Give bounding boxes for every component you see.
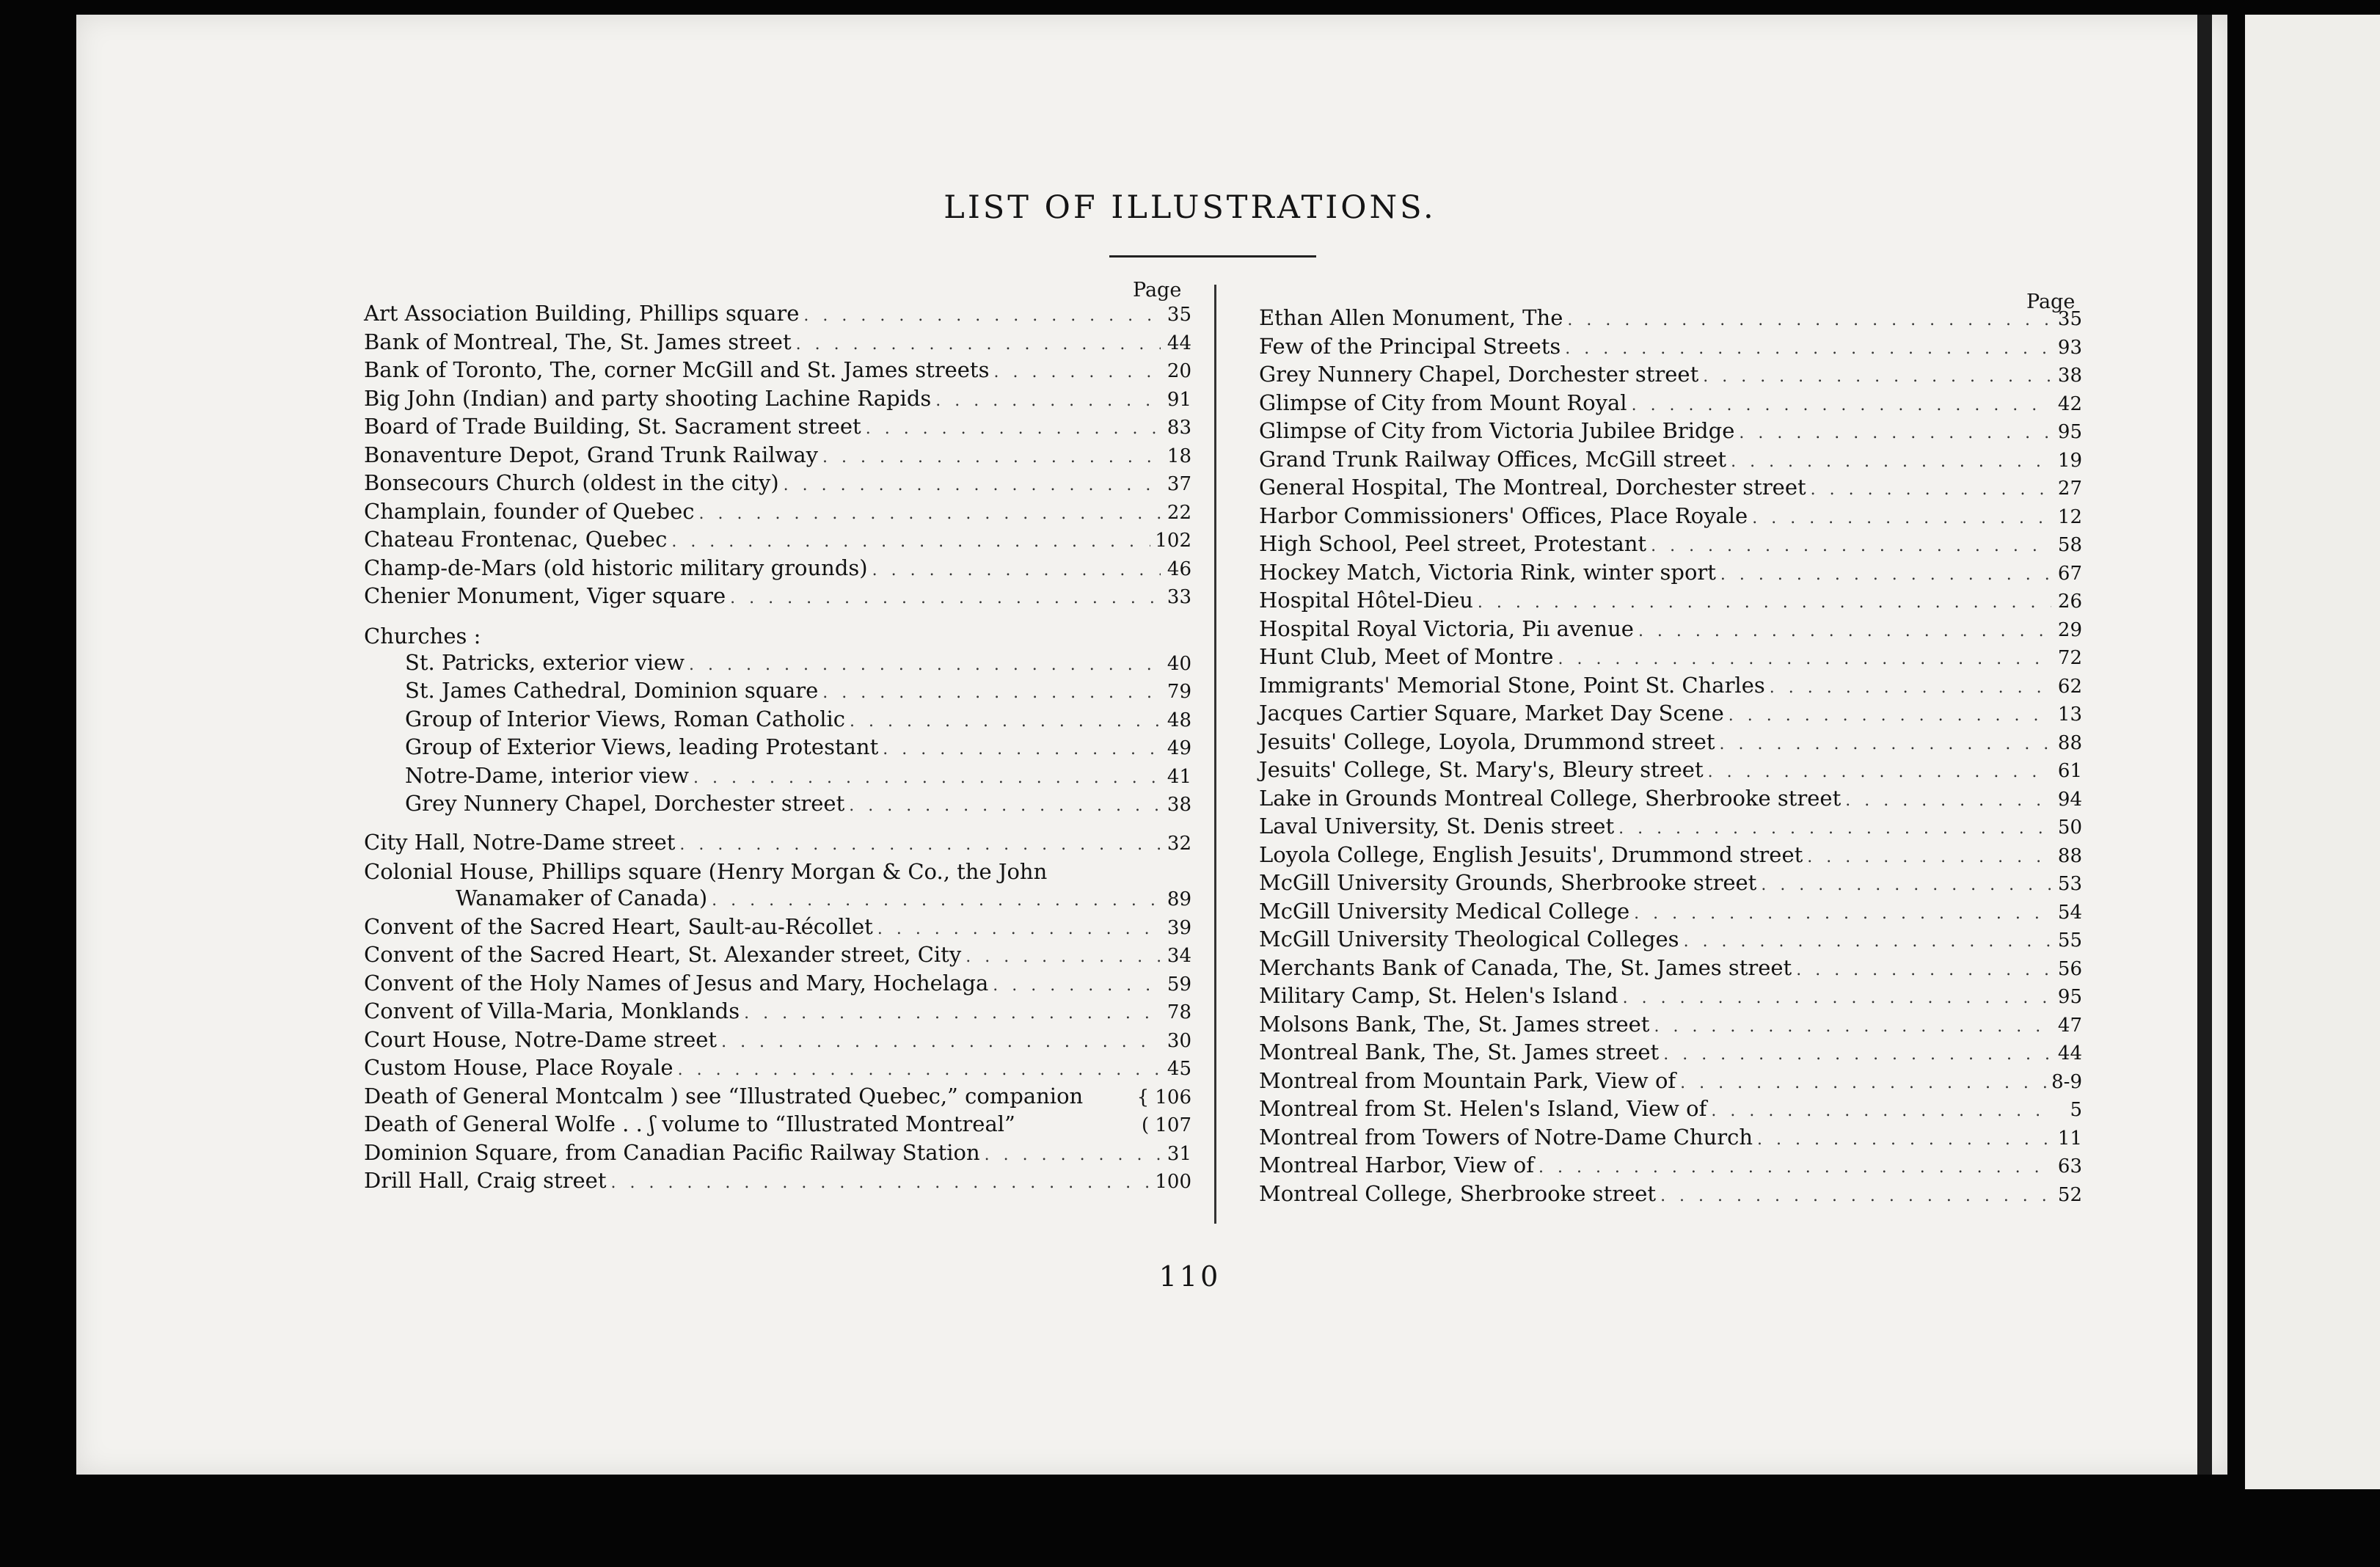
entry-page: 35 bbox=[2057, 308, 2082, 330]
leader-dots bbox=[1720, 735, 2051, 753]
index-entry bbox=[1259, 870, 2082, 899]
entry-page: 22 bbox=[1167, 501, 1191, 524]
entry-page: 46 bbox=[1167, 558, 1191, 580]
entry-label: Chenier Monument, Viger square bbox=[364, 583, 726, 608]
churches-heading: Churches : bbox=[364, 623, 481, 649]
entry-page: 45 bbox=[1167, 1058, 1191, 1080]
entry-label: Chateau Frontenac, Quebec bbox=[364, 527, 668, 552]
leader-dots bbox=[678, 1061, 1161, 1079]
entry-label: Montreal from Towers of Notre-Dame Church bbox=[1259, 1124, 1753, 1150]
leader-dots bbox=[1752, 509, 2051, 527]
leader-dots bbox=[1729, 706, 2051, 725]
entry-page: 26 bbox=[2057, 591, 2082, 613]
leader-dots bbox=[1811, 481, 2051, 499]
leader-dots bbox=[671, 533, 1150, 551]
entry-label: Grand Trunk Railway Offices, McGill street bbox=[1259, 446, 1727, 472]
index-entry bbox=[1259, 1125, 2082, 1153]
entry-label: Bonsecours Church (oldest in the city) bbox=[364, 470, 779, 495]
entry-label: Hunt Club, Meet of Montre bbox=[1259, 644, 1554, 669]
leader-dots bbox=[1651, 537, 2051, 555]
leader-dots bbox=[1711, 1102, 2051, 1120]
index-entry bbox=[1259, 503, 2082, 532]
entry-label: Wanamaker of Canada) bbox=[456, 885, 708, 910]
entry-label: Montreal Bank, The, St. James street bbox=[1259, 1040, 1660, 1064]
entry-page: 39 bbox=[1167, 916, 1191, 939]
leader-dots bbox=[1680, 1074, 2047, 1092]
leader-dots bbox=[866, 420, 1161, 438]
entry-page: 95 bbox=[2057, 421, 2082, 443]
entry-label: Group of Interior Views, Roman Catholic bbox=[405, 706, 846, 731]
entry-page: 37 bbox=[1167, 473, 1191, 495]
index-entry bbox=[1259, 1181, 2082, 1210]
index-entry bbox=[364, 1140, 1191, 1169]
entry-label: Custom House, Place Royale bbox=[364, 1055, 674, 1080]
leader-dots bbox=[1558, 650, 2051, 668]
index-entry bbox=[1259, 475, 2082, 503]
index-entry bbox=[364, 499, 1191, 527]
index-entry bbox=[364, 442, 1191, 471]
index-entry bbox=[1259, 305, 2082, 334]
entry-label: Board of Trade Building, St. Sacrament street bbox=[364, 414, 861, 439]
index-entry bbox=[364, 678, 1191, 706]
entry-page: 5 bbox=[2070, 1099, 2082, 1121]
index-entry bbox=[1259, 983, 2082, 1012]
leader-dots bbox=[1720, 566, 2051, 584]
leader-dots bbox=[1565, 340, 2051, 358]
leader-dots bbox=[965, 948, 1161, 966]
entry-label: Convent of Villa-Maria, Monklands bbox=[364, 998, 740, 1023]
leader-dots bbox=[822, 684, 1161, 702]
entry-label: Loyola College, English Jesuits', Drummond street bbox=[1259, 841, 1803, 867]
index-entry bbox=[1259, 786, 2082, 814]
entry-page: 20 bbox=[1167, 360, 1191, 382]
leader-dots bbox=[1739, 424, 2051, 442]
entry-label: Montreal Harbor, View of bbox=[1259, 1153, 1534, 1177]
index-entry bbox=[1259, 1012, 2082, 1040]
entry-label: Military Camp, St. Helen's Island bbox=[1259, 983, 1618, 1008]
entry-label: Death of General Montcalm ) see “Illustrated Quebec,” companion bbox=[364, 1083, 1084, 1108]
leader-dots bbox=[1618, 819, 2051, 838]
entry-page: 18 bbox=[1167, 445, 1191, 467]
leader-dots bbox=[1538, 1158, 2051, 1177]
index-entry bbox=[1259, 447, 2082, 475]
entry-page: 52 bbox=[2057, 1183, 2082, 1206]
entry-label: Drill Hall, Craig street bbox=[364, 1168, 607, 1193]
entry-label: City Hall, Notre-Dame street bbox=[364, 829, 676, 855]
index-entry bbox=[1259, 560, 2082, 588]
entry-page: 94 bbox=[2057, 788, 2082, 811]
title-rule bbox=[1109, 255, 1316, 257]
entry-label: Dominion Square, from Canadian Pacific Railway Station bbox=[364, 1139, 980, 1165]
index-entry bbox=[364, 555, 1191, 584]
entry-label: General Hospital, The Montreal, Dorchester street bbox=[1259, 475, 1806, 500]
leader-dots bbox=[689, 656, 1161, 674]
entry-label: Harbor Commissioners' Offices, Place Royale bbox=[1259, 503, 1748, 528]
entry-page: 31 bbox=[1167, 1142, 1191, 1165]
entry-label: McGill University Theological Colleges bbox=[1259, 927, 1679, 951]
entry-page: 13 bbox=[2057, 704, 2082, 726]
index-entry bbox=[364, 301, 1191, 329]
index-entry bbox=[364, 414, 1191, 442]
index-entry bbox=[1259, 955, 2082, 984]
entry-label: Bonaventure Depot, Grand Trunk Railway bbox=[364, 442, 819, 467]
leader-dots bbox=[721, 1033, 1161, 1051]
leader-dots bbox=[1638, 622, 2051, 640]
entry-label: Convent of the Sacred Heart, St. Alexander street, City bbox=[364, 942, 962, 967]
leader-dots bbox=[1660, 1187, 2051, 1205]
leader-dots bbox=[1478, 593, 2051, 612]
index-entry bbox=[1259, 616, 2082, 645]
entry-label: McGill University Medical College bbox=[1259, 898, 1630, 924]
index-entry bbox=[364, 885, 1191, 914]
entry-label: St. James Cathedral, Dominion square bbox=[405, 678, 819, 703]
leader-dots bbox=[849, 797, 1161, 815]
entry-label: St. Patricks, exterior view bbox=[405, 649, 685, 675]
entry-page: 88 bbox=[2057, 731, 2082, 754]
leader-dots bbox=[784, 476, 1161, 494]
entry-page: 102 bbox=[1155, 530, 1191, 552]
left-bottom-entries bbox=[364, 914, 1191, 1084]
entry-page: 56 bbox=[2057, 957, 2082, 980]
entry-label: Immigrants' Memorial Stone, Point St. Charles bbox=[1259, 672, 1765, 698]
entry-label: Bank of Toronto, The, corner McGill and St. James streets bbox=[364, 357, 990, 382]
index-entry bbox=[364, 1084, 1191, 1112]
entry-page: 88 bbox=[2057, 844, 2082, 867]
entry-label: Merchants Bank of Canada, The, St. James street bbox=[1259, 954, 1792, 980]
entry-label: Montreal from Mountain Park, View of bbox=[1259, 1067, 1676, 1093]
index-entry bbox=[1259, 842, 2082, 871]
index-entry bbox=[1259, 1153, 2082, 1181]
entry-page: 34 bbox=[1167, 945, 1191, 967]
leader-dots bbox=[1796, 961, 2051, 979]
leader-dots bbox=[1708, 763, 2051, 781]
leader-dots bbox=[1663, 1045, 2051, 1064]
entry-label: Jacques Cartier Square, Market Day Scene bbox=[1259, 701, 1724, 726]
leader-dots bbox=[1632, 396, 2051, 414]
index-entry bbox=[364, 583, 1191, 612]
entry-page: 72 bbox=[2057, 647, 2082, 669]
entry-page: 49 bbox=[1167, 737, 1191, 759]
index-entry bbox=[364, 914, 1191, 943]
churches-entries bbox=[364, 650, 1191, 819]
index-entry bbox=[1259, 1068, 2082, 1097]
leader-dots bbox=[872, 561, 1161, 580]
left-index-column bbox=[364, 301, 1191, 1197]
entry-label: Jesuits' College, St. Mary's, Bleury street bbox=[1259, 757, 1704, 782]
page-binding-edge bbox=[2197, 15, 2212, 1475]
entry-label: Champ-de-Mars (old historic military grounds) bbox=[364, 555, 868, 580]
leader-dots bbox=[1623, 989, 2051, 1007]
leader-dots bbox=[985, 1146, 1161, 1164]
right-index-column bbox=[1259, 305, 2082, 1209]
index-entry bbox=[1259, 814, 2082, 842]
leader-dots bbox=[935, 392, 1161, 410]
entry-page: 19 bbox=[2057, 449, 2082, 472]
entry-label: Death of General Wolfe . . ʃ volume to “Illustrated Montreal” bbox=[364, 1111, 1015, 1136]
entry-page: 35 bbox=[1167, 304, 1191, 326]
leader-dots bbox=[679, 836, 1161, 854]
leader-dots bbox=[699, 505, 1161, 523]
entry-page: 53 bbox=[2057, 873, 2082, 895]
index-entry bbox=[1259, 729, 2082, 758]
entry-page: { 106 bbox=[1136, 1086, 1191, 1108]
index-entry bbox=[364, 650, 1191, 679]
column-divider bbox=[1214, 285, 1216, 1224]
entry-label: Montreal College, Sherbrooke street bbox=[1259, 1180, 1657, 1206]
leader-dots bbox=[1703, 368, 2051, 386]
entry-page: 59 bbox=[1167, 973, 1191, 996]
index-entry bbox=[1259, 531, 2082, 560]
entry-label: Jesuits' College, Loyola, Drummond street bbox=[1259, 728, 1715, 754]
entry-page: 30 bbox=[1167, 1029, 1191, 1052]
index-entry bbox=[364, 1055, 1191, 1084]
entry-page: 32 bbox=[1167, 832, 1191, 855]
entry-label: Colonial House, Phillips square (Henry Morgan & Co., the John bbox=[364, 859, 1048, 884]
index-entry bbox=[1259, 927, 2082, 955]
left-page-column-header: Page bbox=[1133, 279, 1182, 302]
index-entry bbox=[1259, 390, 2082, 419]
leader-dots bbox=[850, 712, 1161, 731]
index-entry bbox=[364, 1111, 1191, 1140]
entry-label: Notre-Dame, interior view bbox=[405, 762, 690, 788]
index-entry bbox=[364, 357, 1191, 386]
index-entry bbox=[1259, 418, 2082, 447]
entry-page: 100 bbox=[1155, 1171, 1191, 1193]
leader-dots bbox=[883, 740, 1161, 759]
index-entry bbox=[364, 734, 1191, 763]
page-number: 110 bbox=[1158, 1260, 1222, 1293]
entry-page: 42 bbox=[2057, 392, 2082, 415]
index-entry bbox=[364, 706, 1191, 735]
entry-page: 89 bbox=[1167, 888, 1191, 910]
right-page-column-header: Page bbox=[2026, 291, 2076, 313]
entry-page: ( 107 bbox=[1141, 1114, 1191, 1136]
leader-dots bbox=[1567, 311, 2051, 329]
entry-page: 38 bbox=[2057, 365, 2082, 387]
leader-dots bbox=[744, 1004, 1161, 1023]
leader-dots bbox=[993, 363, 1161, 381]
leader-dots bbox=[1757, 1130, 2051, 1149]
entry-label: Big John (Indian) and party shooting Lachine Rapids bbox=[364, 385, 932, 411]
index-entry bbox=[1259, 362, 2082, 390]
leader-dots bbox=[1731, 453, 2051, 471]
entry-page: 48 bbox=[1167, 709, 1191, 731]
entry-label: Court House, Notre-Dame street bbox=[364, 1026, 718, 1052]
entry-label: Grey Nunnery Chapel, Dorchester street bbox=[1259, 362, 1699, 387]
entry-label: Hospital Hôtel-Dieu bbox=[1259, 588, 1473, 613]
entry-label: Champlain, founder of Quebec bbox=[364, 498, 695, 524]
index-entry bbox=[1259, 673, 2082, 701]
leader-dots bbox=[822, 448, 1161, 467]
leader-dots bbox=[712, 891, 1161, 910]
entry-page: 63 bbox=[2057, 1155, 2082, 1177]
entry-label: Ethan Allen Monument, The bbox=[1259, 305, 1563, 330]
entry-page: 58 bbox=[2057, 534, 2082, 556]
right-entries bbox=[1259, 305, 2082, 1209]
entry-page: 93 bbox=[2057, 336, 2082, 359]
index-entry bbox=[364, 329, 1191, 358]
entry-page: 11 bbox=[2057, 1127, 2082, 1150]
entry-page: 67 bbox=[2057, 562, 2082, 585]
leader-dots bbox=[803, 307, 1161, 325]
leader-dots bbox=[993, 976, 1161, 995]
entry-label: Few of the Principal Streets bbox=[1259, 333, 1561, 359]
entry-label: Convent of the Sacred Heart, Sault-au-Récollet bbox=[364, 913, 873, 939]
entry-page: 47 bbox=[2057, 1014, 2082, 1037]
left-top-entries bbox=[364, 301, 1191, 612]
index-entry bbox=[1259, 757, 2082, 786]
entry-label: McGill University Grounds, Sherbrooke street bbox=[1259, 870, 1757, 895]
leader-dots bbox=[877, 920, 1161, 938]
index-entry bbox=[364, 1027, 1191, 1056]
leader-dots bbox=[611, 1174, 1151, 1192]
entry-page: 91 bbox=[1167, 388, 1191, 411]
entry-label: Group of Exterior Views, leading Protestant bbox=[405, 734, 879, 759]
entry-label: Hospital Royal Victoria, Piı avenue bbox=[1259, 616, 1634, 641]
leader-dots bbox=[1761, 876, 2051, 894]
entry-page: 8-9 bbox=[2051, 1070, 2082, 1093]
leader-dots bbox=[1770, 679, 2051, 697]
entry-page: 41 bbox=[1167, 765, 1191, 788]
entry-page: 55 bbox=[2057, 929, 2082, 951]
index-entry bbox=[1259, 644, 2082, 673]
leader-dots bbox=[1634, 905, 2051, 923]
entry-page: 50 bbox=[2057, 817, 2082, 839]
entry-page: 61 bbox=[2057, 760, 2082, 782]
entry-page: 27 bbox=[2057, 478, 2082, 500]
entry-page: 33 bbox=[1167, 586, 1191, 608]
index-entry bbox=[364, 386, 1191, 414]
entry-page: 38 bbox=[1167, 794, 1191, 816]
entry-label: Convent of the Holy Names of Jesus and Mary, Hochelaga bbox=[364, 970, 989, 996]
entry-page: 29 bbox=[2057, 618, 2082, 641]
index-entry bbox=[1259, 588, 2082, 616]
index-entry bbox=[364, 942, 1191, 971]
index-entry bbox=[364, 971, 1191, 999]
index-entry bbox=[364, 791, 1191, 819]
leader-dots bbox=[730, 589, 1161, 607]
leader-dots bbox=[796, 335, 1161, 354]
entry-page: 44 bbox=[2057, 1042, 2082, 1064]
entry-page: 83 bbox=[1167, 417, 1191, 439]
index-entry bbox=[364, 830, 1191, 858]
entry-label: Montreal from St. Helen's Island, View of bbox=[1259, 1096, 1707, 1121]
entry-page: 62 bbox=[2057, 675, 2082, 698]
index-entry bbox=[1259, 1040, 2082, 1068]
index-entry bbox=[1259, 1096, 2082, 1125]
index-entry bbox=[1259, 899, 2082, 927]
index-entry bbox=[1259, 334, 2082, 362]
entry-page: 95 bbox=[2057, 986, 2082, 1008]
leader-dots bbox=[693, 769, 1161, 787]
entry-page: 44 bbox=[1167, 332, 1191, 354]
entry-label: Art Association Building, Phillips square bbox=[364, 301, 800, 326]
left-last-entries bbox=[364, 1140, 1191, 1197]
index-entry bbox=[364, 1168, 1191, 1197]
entry-page: 54 bbox=[2057, 901, 2082, 924]
index-entry bbox=[1259, 701, 2082, 729]
leader-dots bbox=[1684, 932, 2051, 951]
entry-label: Bank of Montreal, The, St. James street bbox=[364, 329, 792, 354]
index-entry bbox=[364, 527, 1191, 555]
entry-page: 40 bbox=[1167, 652, 1191, 675]
index-entry bbox=[364, 763, 1191, 792]
entry-page: 78 bbox=[1167, 1001, 1191, 1023]
page-title: LIST OF ILLUSTRATIONS. bbox=[943, 189, 1437, 226]
entry-label: Lake in Grounds Montreal College, Sherbrooke street bbox=[1259, 785, 1841, 811]
leader-dots bbox=[1654, 1018, 2051, 1036]
entry-label: High School, Peel street, Protestant bbox=[1259, 531, 1647, 556]
entry-page: 79 bbox=[1167, 681, 1191, 703]
index-entry bbox=[364, 470, 1191, 499]
entry-label: Grey Nunnery Chapel, Dorchester street bbox=[405, 791, 845, 816]
entry-label: Hockey Match, Victoria Rink, winter sport bbox=[1259, 559, 1716, 585]
entry-label: Glimpse of City from Victoria Jubilee Bridge bbox=[1259, 418, 1735, 443]
leader-dots bbox=[1807, 848, 2051, 866]
entry-label: Glimpse of City from Mount Royal bbox=[1259, 390, 1627, 415]
entry-label: Molsons Bank, The, St. James street bbox=[1259, 1011, 1650, 1037]
entry-page: 12 bbox=[2057, 505, 2082, 528]
leader-dots bbox=[1845, 792, 2051, 810]
index-entry bbox=[364, 998, 1191, 1027]
entry-label: Laval University, St. Denis street bbox=[1259, 814, 1615, 839]
